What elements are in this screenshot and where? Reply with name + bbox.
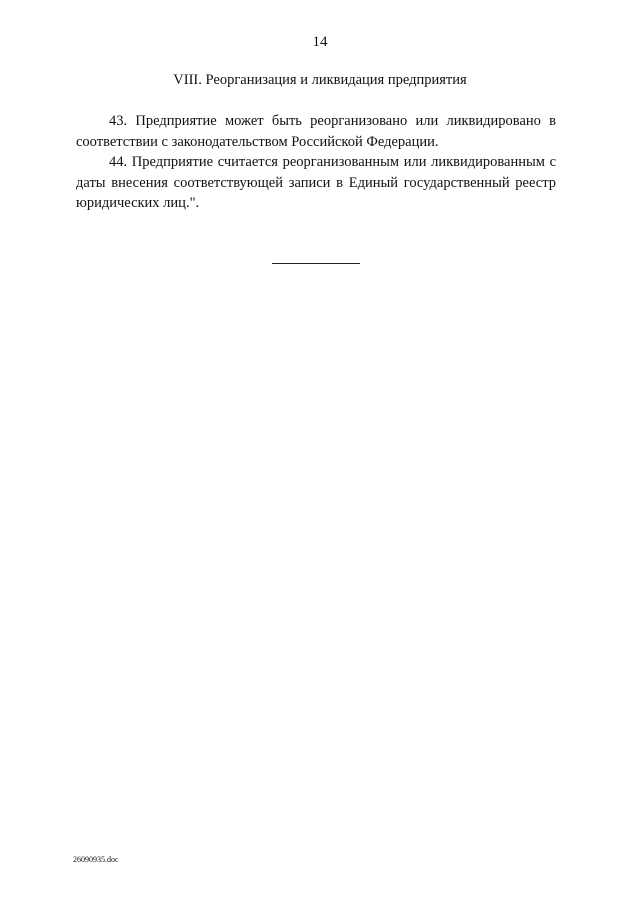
page-number: 14 <box>312 34 328 50</box>
paragraph-43: 43. Предприятие может быть реорганизовано или ликвидировано в соответствии с законодательством Российской Федерации. <box>76 113 556 150</box>
end-separator-line <box>272 263 360 264</box>
footer-file-reference: 26090935.doc <box>73 855 119 864</box>
document-body <box>76 111 556 214</box>
paragraph-44: 44. Предприятие считается реорганизованным или ликвидированным с даты внесения соответствующей записи в Единый государственный реестр юридических лиц.". <box>76 154 556 211</box>
section-title: VIII. Реорганизация и ликвидация предприятия <box>173 72 467 88</box>
